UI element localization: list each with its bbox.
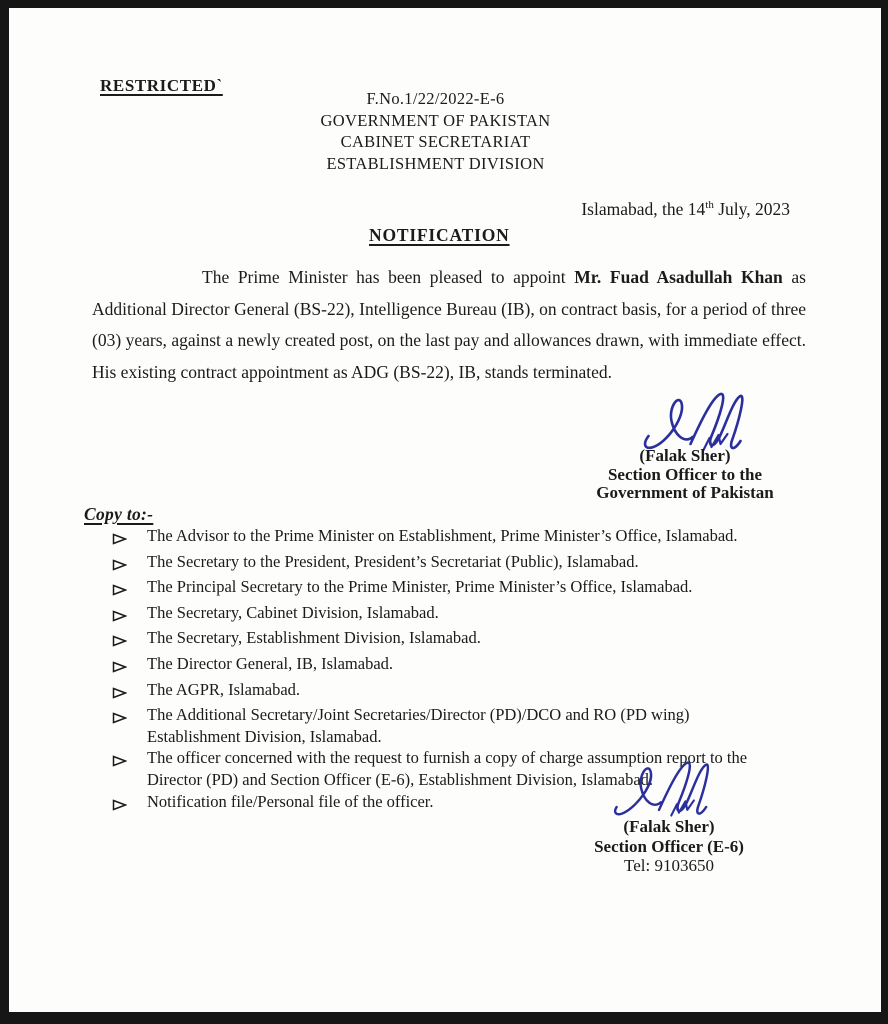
letterhead [248, 88, 623, 174]
arrowhead-bullet-icon [112, 653, 136, 679]
arrowhead-bullet-icon [112, 525, 136, 551]
date-ordinal-superscript: th [705, 199, 714, 212]
date-line: Islamabad, the 14th July, 2023 [581, 199, 790, 219]
document-title: NOTIFICATION [369, 225, 510, 245]
arrowhead-bullet-icon [112, 747, 136, 773]
arrowhead-bullet-icon [112, 704, 136, 730]
appointee-name: Mr. Fuad Asadullah Khan [574, 267, 783, 287]
org-division: ESTABLISHMENT DIVISION [326, 153, 545, 173]
signatory-title-2: Government of Pakistan [596, 483, 774, 502]
copy-to-item: The AGPR, Islamabad. [112, 679, 794, 705]
signatory-block-2 [558, 817, 780, 876]
copy-to-heading: Copy to:- [84, 504, 154, 524]
copy-to-item: The Secretary, Cabinet Division, Islamabad. [112, 602, 794, 628]
signatory-title: Section Officer to the [607, 464, 763, 484]
copy-to-item: The Secretary, Establishment Division, Islamabad. [112, 627, 794, 653]
org-secretariat: CABINET SECRETARIAT [340, 132, 531, 151]
signatory-telephone: Tel: 9103650 [624, 856, 714, 875]
file-number: F.No.1/22/2022-E-6 [366, 89, 505, 108]
copy-to-item: The Additional Secretary/Joint Secretaries/Director (PD)/DCO and RO (PD wing) Establishment Division, Islamabad. [112, 704, 794, 747]
copy-to-item: The Principal Secretary to the Prime Minister, Prime Minister’s Office, Islamabad. [112, 576, 794, 602]
notification-body: The Prime Minister has been pleased to appoint Mr. Fuad Asadullah Khan as Additional Director General (BS-22), Intelligence Bureau (IB), on contract basis, for a period of three (03) years, against a newly created post, on the last pay and allowances drawn, with immediate effect. His existing contract appointment as ADG (BS-22), IB, stands terminated. [92, 267, 806, 382]
signatory-name: (Falak Sher) [623, 817, 715, 836]
classification-marking: RESTRICTED` [100, 76, 223, 95]
arrowhead-bullet-icon [112, 551, 136, 577]
arrowhead-bullet-icon [112, 679, 136, 705]
signature-icon [610, 758, 725, 824]
copy-to-item: The Secretary to the President, President’s Secretariat (Public), Islamabad. [112, 551, 794, 577]
signatory-block-1 [560, 447, 810, 503]
copy-to-item: The officer concerned with the request to furnish a copy of charge assumption report to the Director (PD) and Section Officer (E-6), Establishment Division, Islamabad. [112, 747, 794, 790]
arrowhead-bullet-icon [112, 791, 136, 817]
copy-to-item: The Director General, IB, Islamabad. [112, 653, 794, 679]
arrowhead-bullet-icon [112, 602, 136, 628]
signatory-title: Section Officer (E-6) [594, 836, 744, 856]
org-name: GOVERNMENT OF PAKISTAN [320, 110, 551, 130]
signatory-name: (Falak Sher) [639, 446, 731, 465]
copy-to-item: The Advisor to the Prime Minister on Establishment, Prime Minister’s Office, Islamabad. [112, 525, 794, 551]
copy-to-item: Notification file/Personal file of the officer. [112, 791, 794, 817]
arrowhead-bullet-icon [112, 576, 136, 602]
arrowhead-bullet-icon [112, 627, 136, 653]
